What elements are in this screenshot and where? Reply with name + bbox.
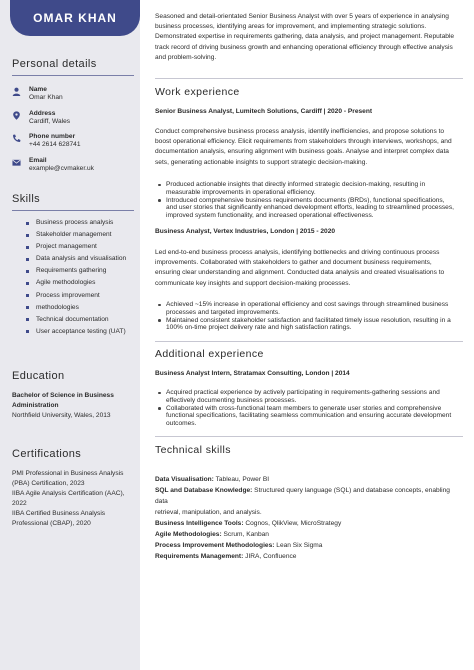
divider (155, 78, 463, 79)
description-line: Led end-to-end business process analysis, identifying bottlenecks and driving continuous process (155, 249, 440, 256)
sidebar (0, 0, 140, 670)
tech-row (155, 529, 463, 540)
technical-skills-heading: Technical skills (155, 444, 231, 456)
tech-row (155, 551, 463, 562)
job-achievements (155, 301, 463, 332)
tech-value: Tableau, Power BI (213, 476, 270, 483)
list-item: Technical documentation (12, 314, 134, 326)
technical-skills-list (155, 474, 463, 562)
tech-key: Process Improvement Methodologies: (155, 542, 275, 549)
detail-name (12, 86, 134, 103)
detail-label: Phone number (29, 133, 76, 140)
work-experience-heading: Work experience (155, 86, 240, 98)
degree: Bachelor of Science in Business (12, 392, 114, 399)
tech-value: Scrum, Kanban (221, 531, 269, 538)
bullet-line: Introduced comprehensive business requirements documents (BRDs), functional specifications, (166, 196, 445, 204)
user-icon (12, 87, 21, 96)
certifications-section (12, 448, 134, 529)
list-item (155, 181, 463, 196)
list-item (155, 405, 463, 428)
school: Northfield University, Wales, 2013 (12, 412, 111, 419)
personal-details-heading: Personal details (12, 58, 97, 70)
detail-phone (12, 133, 134, 150)
detail-email (12, 157, 134, 174)
certification-line: 2022 (12, 500, 27, 507)
tech-key: Requirements Management: (155, 553, 244, 560)
tech-key: SQL and Database Knowledge: (155, 487, 253, 494)
education-section (12, 370, 134, 421)
list-item: Agile methodologies (12, 277, 134, 289)
tech-value: retrieval, manipulation, and analysis. (155, 509, 262, 516)
job-title: Business Analyst Intern, Stratamax Consulting, London | 2014 (155, 370, 350, 377)
detail-address (12, 110, 134, 127)
description-line: documentation analysis, ensuring alignment with business goals. Analyse and interpret complex data (155, 148, 449, 156)
tech-value: Cognos, QlikView, MicroStrategy (243, 520, 342, 527)
bullet-line: effectively documenting business processes. (166, 396, 297, 404)
description-line: improvements. Collaborated with stakeholders to gather and document business requirements, (155, 259, 432, 267)
bullet-line: improved system functionality, and increased operational effectiveness. (166, 211, 374, 219)
list-item: Project management (12, 241, 134, 253)
bullet-line: functional specifications, facilitating seamless communication and ensuring accurate development (166, 412, 452, 420)
phone-icon (12, 134, 21, 143)
skills-section (12, 193, 134, 338)
bullet-line: Achieved ~15% increase in operational efficiency and cost savings through streamlined business (166, 301, 449, 308)
summary-line: business processes, identifying areas for improvement, and implementing strategic solutions. (155, 23, 427, 31)
bullet-line: and user stories that significantly enhanced development efforts, leading to streamlined processes, (166, 204, 454, 212)
job-description (155, 127, 463, 168)
list-item (155, 389, 463, 404)
description-line: boost operational efficiency. Elicit requirements from stakeholders through interviews, workshops, and (155, 138, 452, 146)
certification-line: IIBA Certified Business Analysis (12, 510, 106, 517)
skills-heading: Skills (12, 193, 41, 205)
profile-summary (155, 12, 463, 63)
divider (12, 210, 134, 211)
additional-experience-heading: Additional experience (155, 348, 264, 360)
envelope-icon (12, 158, 21, 167)
tech-value: Lean Six Sigma (274, 542, 323, 549)
tech-row (155, 518, 463, 529)
certification-line: (PBA) Certification, 2023 (12, 480, 85, 487)
description-line: communicate key insights and support decision-making processes. (155, 279, 351, 287)
bullet-line: Collaborated with cross-functional team members to generate user stories and comprehensive (166, 404, 442, 412)
personal-details-section (12, 58, 134, 173)
detail-label: Name (29, 86, 47, 93)
bullet-line: Acquired practical experience by actively participating in requirements-gathering sessions and (166, 389, 440, 396)
job-achievements (155, 389, 463, 428)
summary-line: Demonstrated expertise in requirements gathering, data analysis, and project management. Reputable (155, 33, 455, 41)
bullet-line: Maintained consistent stakeholder satisfaction and facilitated timely issue resolution, resulting in a (166, 316, 451, 324)
detail-value: example@cvmaker.uk (29, 164, 94, 172)
tech-key: Agile Methodologies: (155, 531, 222, 538)
list-item: Data analysis and visualisation (12, 253, 134, 265)
summary-line: and problem-solving. (155, 53, 217, 61)
bullet-line: 100% on-time project delivery rate and high satisfaction ratings. (166, 324, 352, 332)
tech-value: Structured query language (SQL) and database concepts, enabling data (155, 487, 450, 505)
list-item (155, 301, 463, 316)
detail-label: Email (29, 156, 47, 164)
tech-key: Business Intelligence Tools: (155, 520, 244, 527)
list-item: Stakeholder management (12, 229, 134, 241)
bullet-line: processes and targeted improvements. (166, 308, 280, 316)
description-line: sets, generating actionable insights to support strategic decision-making. (155, 158, 368, 166)
tech-row (155, 540, 463, 551)
certification-line: IIBA Agile Analysis Certification (AAC), (12, 490, 125, 497)
divider (155, 436, 463, 437)
name-banner (10, 0, 140, 36)
certification-line: Professional (CBAP), 2020 (12, 520, 91, 527)
detail-value: Cardiff, Wales (29, 117, 71, 125)
tech-key: Data Visualisation: (155, 476, 214, 483)
detail-label: Address (29, 109, 56, 117)
tech-row (155, 507, 463, 518)
certifications-heading: Certifications (12, 448, 82, 460)
description-line: Conduct comprehensive business process analysis, identify inefficiencies, and propose solutions to (155, 128, 445, 135)
education-heading: Education (12, 370, 65, 382)
divider (155, 341, 463, 342)
job-title: Senior Business Analyst, Lumitech Solutions, Cardiff | 2020 - Present (155, 108, 373, 115)
job-title: Business Analyst, Vertex Industries, London | 2015 - 2020 (155, 228, 336, 235)
bullet-line: Produced actionable insights that directly informed strategic decision-making, resulting in (166, 181, 426, 188)
description-line: ensuring clear understanding and alignment. Conducted data analysis and created visualisations to (155, 269, 445, 277)
list-item: Requirements gathering (12, 265, 134, 277)
certification-line: PMI Professional in Business Analysis (12, 470, 124, 477)
tech-row (155, 474, 463, 485)
detail-value: +44 2614 628741 (29, 141, 81, 148)
tech-row (155, 485, 463, 507)
job-description (155, 248, 463, 289)
list-item: Business process analysis (12, 217, 134, 229)
list-item (155, 317, 463, 332)
list-item (155, 197, 463, 220)
bullet-line: measurable improvements in operational efficiency. (166, 188, 316, 196)
location-pin-icon (12, 111, 21, 120)
skills-list (12, 217, 134, 338)
list-item: User acceptance testing (UAT) (12, 326, 134, 338)
bullet-line: outcomes. (166, 419, 197, 427)
detail-value: Omar Khan (29, 94, 63, 101)
list-item: Process improvement (12, 290, 134, 302)
degree-continued: Administration (12, 402, 59, 409)
candidate-name: OMAR KHAN (33, 11, 117, 25)
summary-line: track record of driving business growth and enhancing operational efficiency through effective analysis (155, 43, 453, 51)
job-achievements (155, 181, 463, 220)
list-item-continued: methodologies (12, 302, 134, 314)
tech-value: JIRA, Confluence (243, 553, 297, 560)
summary-line: Seasoned and detail-orientated Senior Business Analyst with over 5 years of experience in analysing (155, 13, 449, 20)
